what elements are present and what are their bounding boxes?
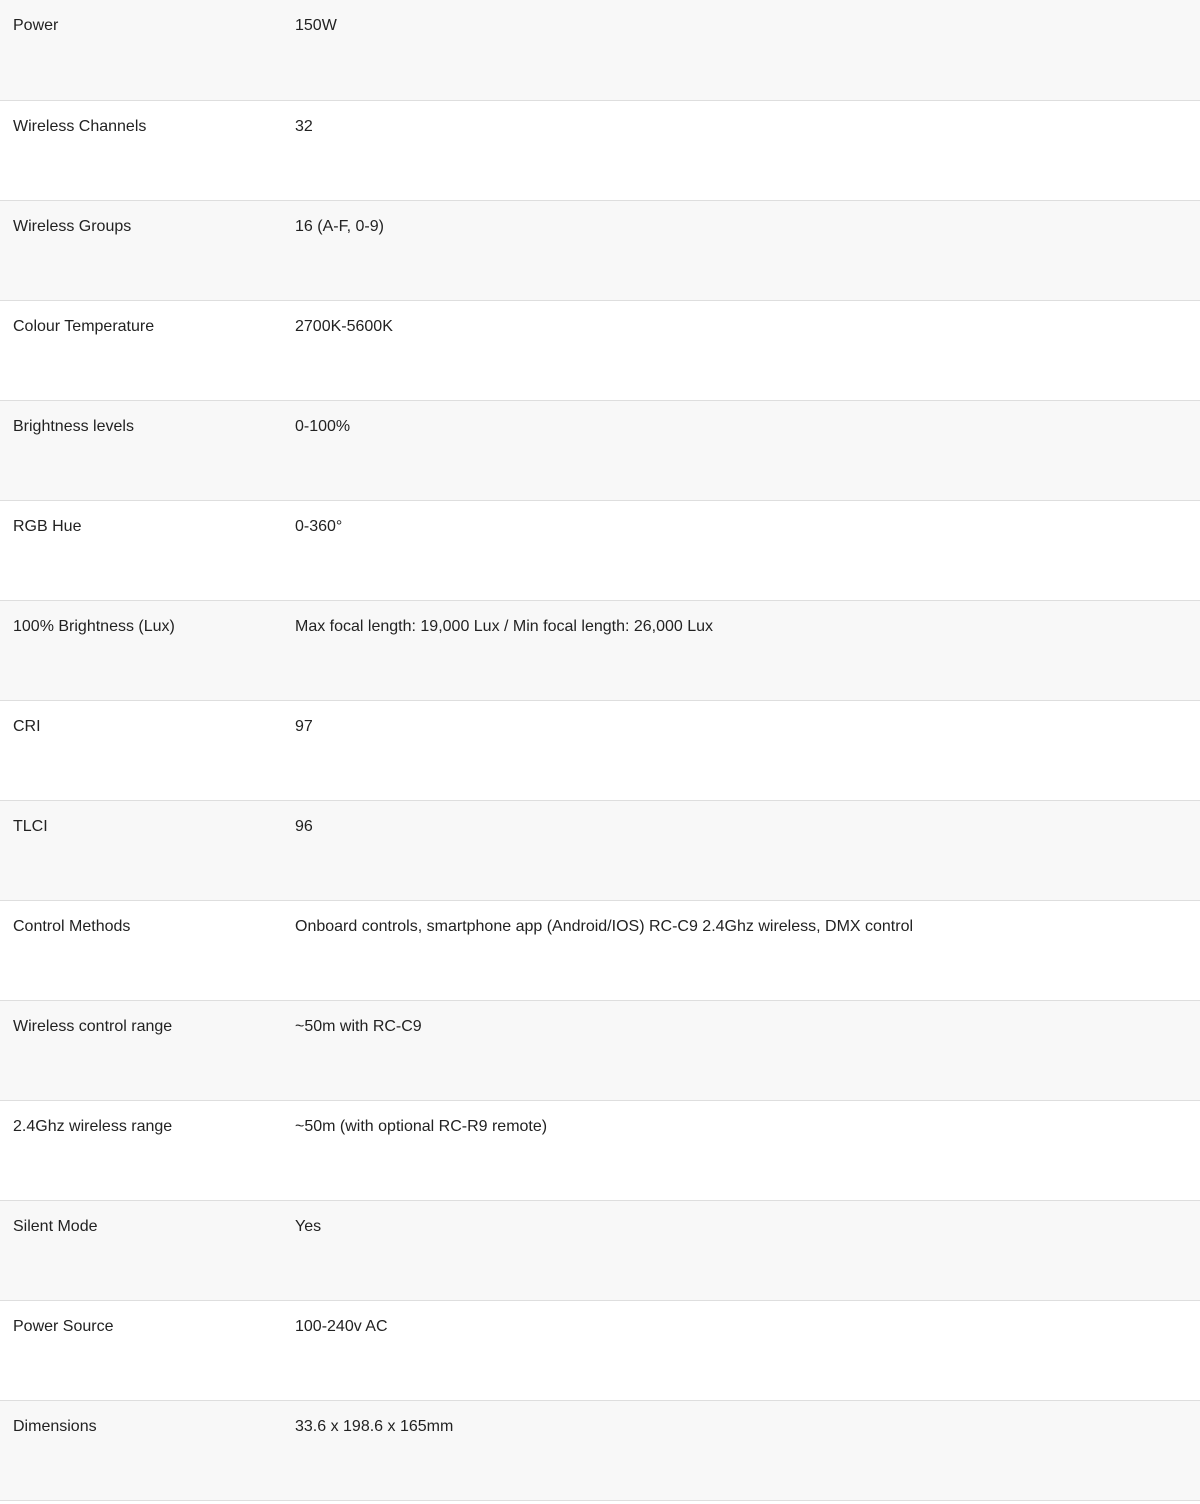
- spec-row-rgb-hue: [0, 500, 1200, 600]
- spec-row-brightness-levels: [0, 400, 1200, 500]
- spec-row-power-source: [0, 1300, 1200, 1400]
- spec-label: Colour Temperature: [0, 300, 282, 400]
- spec-value: 96: [282, 800, 1200, 900]
- spec-value: ~50m with RC-C9: [282, 1000, 1200, 1100]
- spec-value: 97: [282, 700, 1200, 800]
- spec-row-control-methods: [0, 900, 1200, 1000]
- spec-value: 16 (A-F, 0-9): [282, 200, 1200, 300]
- spec-value: 150W: [282, 0, 1200, 100]
- spec-row-power: [0, 0, 1200, 100]
- spec-row-dimensions: [0, 1400, 1200, 1500]
- spec-label: Power: [0, 0, 282, 100]
- spec-value: 32: [282, 100, 1200, 200]
- spec-value: 2700K-5600K: [282, 300, 1200, 400]
- spec-row-colour-temperature: [0, 300, 1200, 400]
- spec-value: 0-360°: [282, 500, 1200, 600]
- spec-row-wireless-channels: [0, 100, 1200, 200]
- spec-label: Dimensions: [0, 1400, 282, 1500]
- spec-label: TLCI: [0, 800, 282, 900]
- spec-label: Silent Mode: [0, 1200, 282, 1300]
- spec-label: RGB Hue: [0, 500, 282, 600]
- spec-row-wireless-groups: [0, 200, 1200, 300]
- spec-value: Onboard controls, smartphone app (Android/IOS) RC-C9 2.4Ghz wireless, DMX control: [282, 900, 1200, 1000]
- spec-label: Control Methods: [0, 900, 282, 1000]
- spec-row-tlci: [0, 800, 1200, 900]
- spec-row-silent-mode: [0, 1200, 1200, 1300]
- spec-value: 100-240v AC: [282, 1300, 1200, 1400]
- spec-label: 2.4Ghz wireless range: [0, 1100, 282, 1200]
- spec-value: ~50m (with optional RC-R9 remote): [282, 1100, 1200, 1200]
- spec-label: CRI: [0, 700, 282, 800]
- spec-row-brightness-lux: [0, 600, 1200, 700]
- spec-label: Power Source: [0, 1300, 282, 1400]
- spec-label: Wireless control range: [0, 1000, 282, 1100]
- spec-label: Wireless Groups: [0, 200, 282, 300]
- spec-row-24ghz-wireless-range: [0, 1100, 1200, 1200]
- spec-row-cri: [0, 700, 1200, 800]
- spec-value: 0-100%: [282, 400, 1200, 500]
- spec-label: Brightness levels: [0, 400, 282, 500]
- spec-value: Yes: [282, 1200, 1200, 1300]
- spec-value: Max focal length: 19,000 Lux / Min focal length: 26,000 Lux: [282, 600, 1200, 700]
- spec-row-wireless-control-range: [0, 1000, 1200, 1100]
- spec-label: Wireless Channels: [0, 100, 282, 200]
- spec-label: 100% Brightness (Lux): [0, 600, 282, 700]
- spec-value: 33.6 x 198.6 x 165mm: [282, 1400, 1200, 1500]
